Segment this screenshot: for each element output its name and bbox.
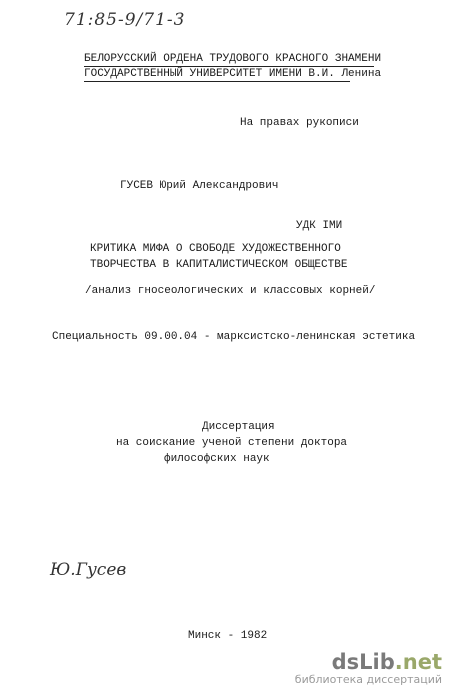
watermark <box>295 651 442 686</box>
dissertation-label: Диссертация <box>202 421 275 433</box>
dissertation-field: философских наук <box>164 453 270 465</box>
header-line-1: БЕЛОРУССКИЙ ОРДЕНА ТРУДОВОГО КРАСНОГО ЗНАМЕНИ <box>84 53 382 65</box>
subtitle: /анализ гносеологических и классовых корней/ <box>85 285 376 297</box>
dissertation-degree: на соискание ученой степени доктора <box>116 437 348 449</box>
author-name: ГУСЕВ Юрий Александрович <box>120 180 279 192</box>
watermark-logo-main: dsLib <box>331 650 395 674</box>
underline <box>84 66 374 67</box>
watermark-logo-tld: .net <box>394 650 442 674</box>
watermark-caption: библиотека диссертаций <box>294 673 442 686</box>
title-line-1: КРИТИКА МИФА О СВОБОДЕ ХУДОЖЕСТВЕННОГО <box>90 243 341 255</box>
header-line-2: ГОСУДАРСТВЕННЫЙ УНИВЕРСИТЕТ ИМЕНИ В.И. Ленина <box>84 68 382 80</box>
watermark-logo <box>295 651 442 673</box>
rights-note: На правах рукописи <box>240 117 359 129</box>
udk-code: УДК IМИ <box>296 220 343 232</box>
title-line-2: ТВОРЧЕСТВА В КАПИТАЛИСТИЧЕСКОМ ОБЩЕСТВЕ <box>90 259 348 271</box>
archive-mark: 71:85-9/71-3 <box>64 10 186 30</box>
underline <box>84 81 350 82</box>
place-year: Минск - 1982 <box>188 630 268 642</box>
handwritten-signature: Ю.Гусев <box>50 560 127 580</box>
specialty: Специальность 09.00.04 - марксистско-ленинская эстетика <box>52 331 416 343</box>
